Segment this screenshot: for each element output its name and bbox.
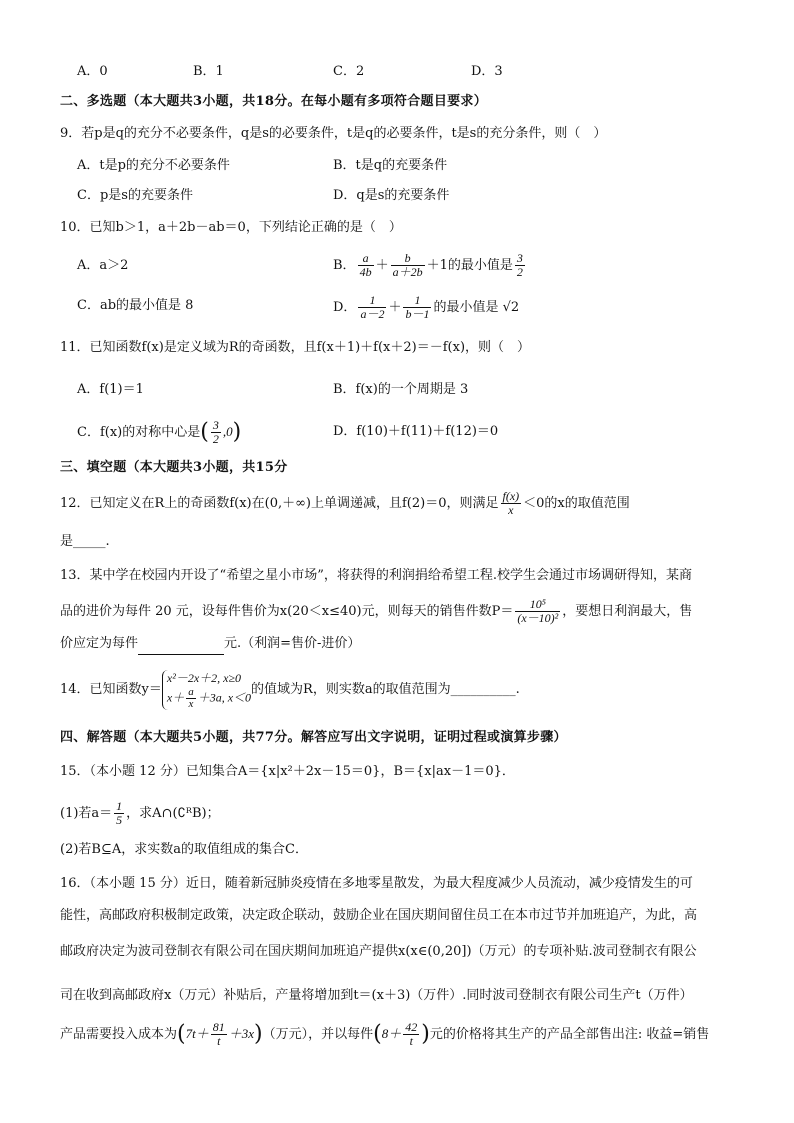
q10-option-d: D． $\frac{1}{a-2}$ ＋ $\frac{1}{b-1}$ 的最小值是 √2	[333, 293, 520, 321]
q13-line2: 品的进价为每件 20 元，设每件售价为x(20＜x≤40)元，则每天的销售件数P＝ $\frac{\text{10⁵}}{\text{(x－10)²}}$ ，要想日利润最大，售	[60, 597, 693, 625]
section-heading-answer: 四、解答题（本大题共5小题，共77分。解答应写出文字说明，证明过程或演算步骤）	[60, 730, 567, 745]
q11-option-b: B．f(x)的一个周期是 3	[333, 382, 469, 397]
q14-suffix: 的值域为R，则实数a的取值范围为__________.	[251, 682, 520, 697]
q10-option-a: A．a＞2	[77, 258, 129, 273]
q12-prefix: 12．已知定义在R上的奇函数f(x)在(0,＋∞)上单调递减，且f(2)＝0，则满足	[60, 496, 499, 511]
q11-stem: 11．已知函数f(x)是定义域为R的奇函数，且f(x＋1)＋f(x＋2)＝－f(x)，则（ ）	[60, 340, 531, 355]
section-heading-fill-in: 三、填空题（本大题共3小题，共15分	[60, 460, 288, 475]
q16-line2: 能性，高邮政府积极制定政策，决定政企联动，鼓励企业在国庆期间留住员工在本市过节并加班追产，为此，高	[60, 908, 698, 923]
q9-option-b: B．t是q的充要条件	[333, 158, 448, 173]
q13-line3	[60, 634, 360, 655]
q11-option-c: C．f(x)的对称中心是( $\frac{3}{2}$ ,0)	[77, 418, 242, 446]
q10-option-d-suffix: 的最小值是 √2	[433, 300, 520, 315]
q14-case2-suffix: ＋3a, x＜0	[197, 689, 252, 704]
q16-line4: 司在收到高邮政府x（万元）补贴后，产量将增加到t＝(x＋3)（万件）.同时波司登制衣有限公司生产t（万件）	[60, 988, 693, 1003]
q13-line2-prefix: 品的进价为每件 20 元，设每件售价为x(20＜x≤40)元，则每天的销售件数P＝	[60, 604, 514, 619]
q16-line3: 邮政府决定为波司登制衣有限公司在国庆期间加班追产提供x(x∈(0,20])（万元）的专项补贴.波司登制衣有限公	[60, 944, 697, 959]
q10-option-c: C．ab的最小值是 8	[77, 298, 194, 313]
q13-line2-suffix: ，要想日利润最大，售	[562, 604, 693, 619]
q16-line5-prefix: 产品需要投入成本为	[60, 1027, 178, 1042]
q11-option-a: A．f(1)＝1	[77, 382, 144, 397]
q8-option-b: B．1	[193, 64, 224, 79]
q11-option-d: D．f(10)＋f(11)＋f(12)＝0	[333, 424, 499, 439]
q10-option-b: B． $\frac{a}{4b}$ ＋ $\frac{b}{a+2b}$ ＋1的最小值是 $\frac{3}{2}$	[333, 251, 523, 279]
section-heading-multiple-choice: 二、多选题（本大题共3小题，共18分。在每小题有多项符合题目要求）	[60, 94, 488, 109]
q10-option-b-suffix: ＋1的最小值是	[426, 258, 513, 273]
q10-stem: 10．已知b＞1，a＋2b－ab＝0，下列结论正确的是（ ）	[60, 220, 402, 235]
q14-case1: x²－2x＋2, x≥0	[166, 670, 242, 685]
q16-line5: 产品需要投入成本为(7t＋ $\frac{81}{t}$ ＋3x)（万元），并以每件(8＋ $\frac{42}{t}$ )元的价格将其生产的产品全部售出注: 收益=销售	[60, 1020, 710, 1048]
q14-prefix: 14．已知函数y＝	[60, 682, 162, 697]
q16-line1: 16．（本小题 15 分）近日，随着新冠肺炎疫情在多地零星散发，为最大程度减少人员流动，减少疫情发生的可	[60, 876, 693, 891]
q14-piecewise: x²－2x＋2, x≥0 x＋ $\frac{a}{x}$ ＋3a, x＜0	[162, 670, 251, 710]
q12-line1: 12．已知定义在R上的奇函数f(x)在(0,＋∞)上单调递减，且f(2)＝0，则满足 $\frac{f(x)}{x}$ ＜0的x的取值范围	[60, 489, 630, 517]
q8-option-a: A．0	[77, 64, 108, 79]
q12-line2: 是_____.	[60, 534, 110, 549]
q13-line3-prefix: 价应定为每件	[60, 636, 139, 651]
q14-line	[60, 660, 520, 720]
q16-line5-mid: （万元），并以每件	[262, 1027, 374, 1042]
q15-part1-prefix: (1)若a＝	[60, 806, 113, 821]
q9-option-d: D．q是s的充要条件	[333, 188, 450, 203]
q15-part1: (1)若a＝ $\frac{1}{5}$ ，求A∩(∁ᴿB)；	[60, 799, 220, 827]
q8-option-d: D．3	[471, 64, 503, 79]
q13-answer-blank[interactable]	[138, 634, 224, 655]
q9-stem: 9．若p是q的充分不必要条件，q是s的必要条件，t是q的必要条件，t是s的充分条件，则（ ）	[60, 126, 607, 141]
q9-option-a: A．t是p的充分不必要条件	[77, 158, 230, 173]
q16-line5-suffix: 元的价格将其生产的产品全部售出注: 收益=销售	[429, 1027, 710, 1042]
q15-stem: 15．（本小题 12 分）已知集合A＝{x|x²＋2x－15＝0}，B＝{x|ax－1＝0}．	[60, 764, 515, 779]
q11-option-c-prefix: C．f(x)的对称中心是	[77, 425, 201, 440]
q12-suffix: ＜0的x的取值范围	[523, 496, 630, 511]
q13-line3-suffix: 元.（利润=售价-进价）	[224, 636, 361, 651]
q15-part1-suffix: ，求A∩(∁ᴿB)；	[126, 806, 220, 821]
q13-line1: 13．某中学在校园内开设了“希望之星小市场”，将获得的利润捐给希望工程.校学生会通过市场调研得知，某商	[60, 568, 692, 583]
q15-part2: (2)若B⊆A，求实数a的取值组成的集合C．	[60, 842, 308, 857]
q9-option-c: C．p是s的充要条件	[77, 188, 193, 203]
q8-option-c: C．2	[333, 64, 365, 79]
